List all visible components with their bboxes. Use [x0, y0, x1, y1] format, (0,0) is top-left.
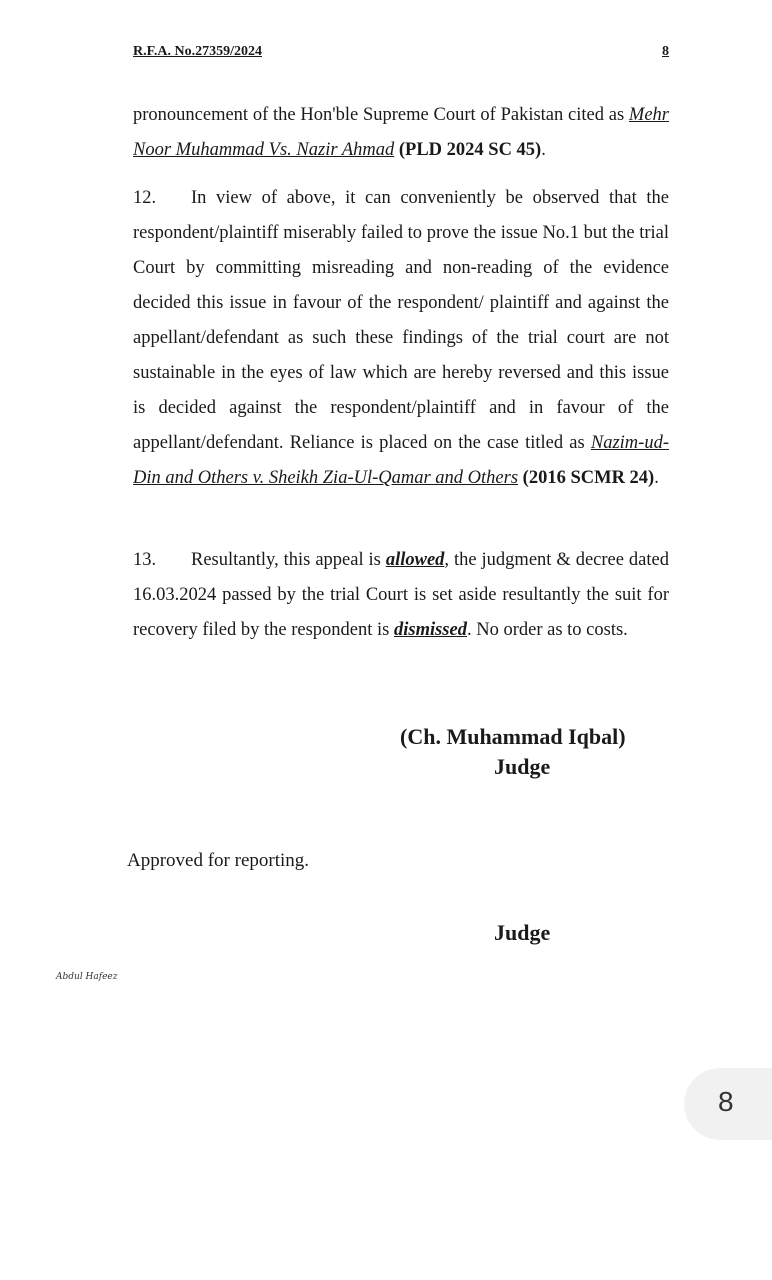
case-number: R.F.A. No.27359/2024 — [133, 44, 262, 59]
paragraph-number: 12. — [133, 188, 157, 208]
paragraph-text: Resultantly, this appeal is — [191, 550, 386, 570]
paragraph-13 — [133, 543, 669, 648]
header-page-number: 8 — [662, 44, 669, 59]
case-reference: Mehr Noor Muhammad Vs. Nazir Ahmad — [133, 105, 669, 160]
paragraph-text: pronouncement of the Hon'ble Supreme Court of Pakistan cited as — [133, 105, 629, 125]
approval-note: Approved for reporting. — [127, 850, 310, 871]
paragraph-text: , the judgment & decree dated 16.03.2024 passed by the trial Court is set aside resultantly the suit for recovery filed by the respondent is — [133, 550, 669, 640]
judge-name: (Ch. Muhammad Iqbal) — [400, 724, 626, 749]
clerk-initials: Abdul Hafeez — [56, 972, 118, 982]
dismissed-emphasis: dismissed — [393, 620, 467, 640]
citation: (PLD 2024 SC 45) — [398, 140, 542, 160]
viewer-page-number: 8 — [718, 1086, 734, 1117]
paragraph-text: . No order as to costs. — [466, 620, 628, 640]
viewer-page-badge — [684, 1068, 772, 1140]
judge-title: Judge — [494, 754, 551, 779]
paragraph-number: 13. — [133, 550, 157, 570]
signature-block — [392, 722, 652, 782]
case-reference: Nazim-ud-Din and Others v. Sheikh Zia-Ul-Qamar and Others — [133, 433, 669, 488]
paragraph-12 — [133, 181, 669, 496]
paragraph-continuation — [133, 98, 669, 168]
citation: (2016 SCMR 24) — [522, 468, 655, 488]
approval-judge-title: Judge — [494, 920, 551, 945]
paragraph-text: In view of above, it can conveniently be observed that the respondent/plaintiff miserably failed to prove the issue No.1 but the trial Court by committing misreading and non-reading of the evidence decided this issue in favour of the respondent/ plaintiff and against the appellant/defendant as such these findings of the trial court are not sustainable in the eyes of law which are hereby reversed and this issue is decided against the respondent/plaintiff and in favour of the appellant/defendant. Reliance is placed on the case titled as — [133, 188, 669, 453]
allowed-emphasis: allowed — [385, 550, 445, 570]
punctuation: . — [541, 140, 546, 160]
punctuation: . — [654, 468, 659, 488]
